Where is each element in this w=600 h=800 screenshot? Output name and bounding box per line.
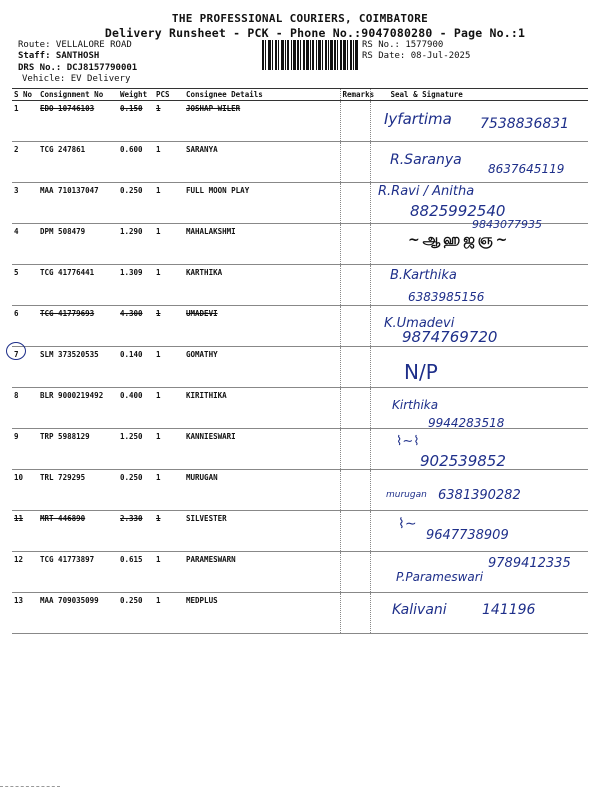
cell-weight: 0.150 [118, 101, 154, 142]
cell-consignment: TRL 729295 [38, 470, 118, 511]
cell-remarks [340, 306, 370, 347]
cell-pcs: 1 [154, 429, 184, 470]
cell-consignee: SARANYA [184, 142, 340, 183]
cell-consignee: SILVESTER [184, 511, 340, 552]
cell-sno: 8 [12, 388, 38, 429]
cell-sno: 1 [12, 101, 38, 142]
cell-pcs: 1 [154, 183, 184, 224]
cell-weight: 0.615 [118, 552, 154, 593]
cell-remarks [340, 183, 370, 224]
signature-7-name: N/P [404, 360, 438, 384]
signature-5-phone: 6383985156 [408, 290, 485, 304]
cell-weight: 0.250 [118, 183, 154, 224]
cell-weight: 0.250 [118, 470, 154, 511]
cell-remarks [340, 101, 370, 142]
signature-4-scribble: ~ ஆ ஹ ஜ ஞ ~ [408, 232, 507, 248]
cell-consignment: TCG 41776441 [38, 265, 118, 306]
signature-13-name: Kalivani [392, 602, 447, 618]
cell-consignment: SLM 373520535 [38, 347, 118, 388]
header-sno: S No [12, 89, 38, 101]
cell-consignee: JOSHAP WILER [184, 101, 340, 142]
document-title: THE PROFESSIONAL COURIERS, COIMBATORE [171, 12, 429, 25]
cell-consignee: KIRITHIKA [184, 388, 340, 429]
header-weight: Weight [118, 89, 154, 101]
cell-sno: 9 [12, 429, 38, 470]
signature-2-name: R.Saranya [390, 152, 462, 168]
cell-consignee: KARTHIKA [184, 265, 340, 306]
cell-sno: 4 [12, 224, 38, 265]
cell-pcs: 1 [154, 511, 184, 552]
cell-remarks [340, 142, 370, 183]
signature-8-phone: 9944283518 [428, 416, 505, 430]
cell-pcs: 1 [154, 101, 184, 142]
cell-remarks [340, 552, 370, 593]
cell-weight: 1.250 [118, 429, 154, 470]
header-pcs: PCS [154, 89, 184, 101]
drs-number: DRS No.: DCJ8157790001 [18, 63, 138, 73]
signature-1-name: Iyfartima [384, 110, 452, 128]
cell-consignment: MRT 446890 [38, 511, 118, 552]
cell-weight: 0.250 [118, 593, 154, 634]
signature-9-scribble: ⌇∼⌇ [396, 434, 420, 449]
cell-consignment: MAA 709035099 [38, 593, 118, 634]
cell-consignment: MAA 710137047 [38, 183, 118, 224]
cell-consignee: MAHALAKSHMI [184, 224, 340, 265]
cell-weight: 0.400 [118, 388, 154, 429]
cell-signature [370, 347, 588, 388]
cell-sno: 6 [12, 306, 38, 347]
document-subtitle: Delivery Runsheet - PCK - Phone No.:9047080280 - Page No.:1 [104, 26, 526, 40]
cell-consignment: TCG 41779693 [38, 306, 118, 347]
signature-10-phone: 6381390282 [438, 488, 521, 503]
cell-remarks [340, 593, 370, 634]
rs-number: RS No.: 1577900 [362, 40, 444, 50]
signature-13-phone: 141196 [482, 602, 536, 618]
cell-consignee: UMADEVI [184, 306, 340, 347]
page-edge-mark [0, 786, 60, 787]
cell-consignee: KANNIESWARI [184, 429, 340, 470]
signature-9-phone: 902539852 [420, 452, 506, 470]
cell-consignment: TCG 247861 [38, 142, 118, 183]
header-remarks: Remarks [340, 89, 370, 101]
cell-pcs: 1 [154, 470, 184, 511]
signature-6-name: K.Umadevi [384, 316, 455, 331]
signature-4-phone: 9843077935 [472, 218, 542, 231]
cell-consignment: BLR 9000219492 [38, 388, 118, 429]
signature-2-phone: 8637645119 [488, 162, 565, 176]
signature-11-phone: 9647738909 [426, 528, 509, 543]
staff-label: Staff: SANTHOSH [18, 51, 100, 61]
cell-remarks [340, 265, 370, 306]
cell-pcs: 1 [154, 265, 184, 306]
cell-weight: 4.300 [118, 306, 154, 347]
signature-1-phone: 7538836831 [480, 116, 570, 132]
cell-pcs: 1 [154, 347, 184, 388]
cell-consignee: GOMATHY [184, 347, 340, 388]
cell-remarks [340, 347, 370, 388]
cell-weight: 2.330 [118, 511, 154, 552]
cell-weight: 0.140 [118, 347, 154, 388]
table-row [12, 347, 588, 388]
cell-consignment: DPM 508479 [38, 224, 118, 265]
cell-pcs: 1 [154, 552, 184, 593]
table-row [12, 306, 588, 347]
cell-pcs: 1 [154, 142, 184, 183]
vehicle-label: Vehicle: EV Delivery [22, 74, 131, 84]
barcode-image [262, 40, 358, 70]
table-row [12, 265, 588, 306]
cell-consignment: TCG 41773897 [38, 552, 118, 593]
header-signature: Seal & Signature [370, 89, 588, 101]
cell-pcs: 1 [154, 593, 184, 634]
cell-consignee: FULL MOON PLAY [184, 183, 340, 224]
cell-remarks [340, 470, 370, 511]
cell-sno: 13 [12, 593, 38, 634]
header-consignee: Consignee Details [184, 89, 340, 101]
signature-12-name: P.Parameswari [396, 570, 484, 584]
signature-3-name: R.Ravi / Anitha [378, 184, 475, 199]
cell-consignee: MURUGAN [184, 470, 340, 511]
cell-sno: 5 [12, 265, 38, 306]
cell-remarks [340, 429, 370, 470]
rs-date: RS Date: 08-Jul-2025 [362, 51, 471, 61]
cell-weight: 1.309 [118, 265, 154, 306]
signature-10-name: murugan [386, 490, 427, 500]
cell-weight: 1.290 [118, 224, 154, 265]
signature-12-phone: 9789412335 [488, 556, 571, 571]
cell-consignee: MEDPLUS [184, 593, 340, 634]
cell-weight: 0.600 [118, 142, 154, 183]
route-label: Route: VELLALORE ROAD [18, 40, 132, 50]
cell-consignment: EDO 10746103 [38, 101, 118, 142]
signature-6-phone: 9874769720 [402, 328, 498, 346]
cell-sno: 11 [12, 511, 38, 552]
signature-11-scribble: ⌇∼ [398, 516, 417, 532]
cell-remarks [340, 388, 370, 429]
cell-pcs: 1 [154, 224, 184, 265]
row-7-circle-mark [6, 342, 26, 360]
signature-8-name: Kirthika [392, 398, 439, 412]
cell-sno: 3 [12, 183, 38, 224]
cell-consignee: PARAMESWARN [184, 552, 340, 593]
signature-3-phone: 8825992540 [410, 202, 506, 220]
cell-pcs: 1 [154, 388, 184, 429]
cell-sno: 12 [12, 552, 38, 593]
signature-5-name: B.Karthika [390, 268, 457, 283]
cell-sno: 2 [12, 142, 38, 183]
cell-pcs: 1 [154, 306, 184, 347]
cell-sno: 10 [12, 470, 38, 511]
table-header-row [12, 89, 588, 101]
header-consignment: Consignment No [38, 89, 118, 101]
cell-consignment: TRP 5988129 [38, 429, 118, 470]
cell-remarks [340, 511, 370, 552]
cell-sno: 7 [12, 347, 38, 388]
cell-remarks [340, 224, 370, 265]
